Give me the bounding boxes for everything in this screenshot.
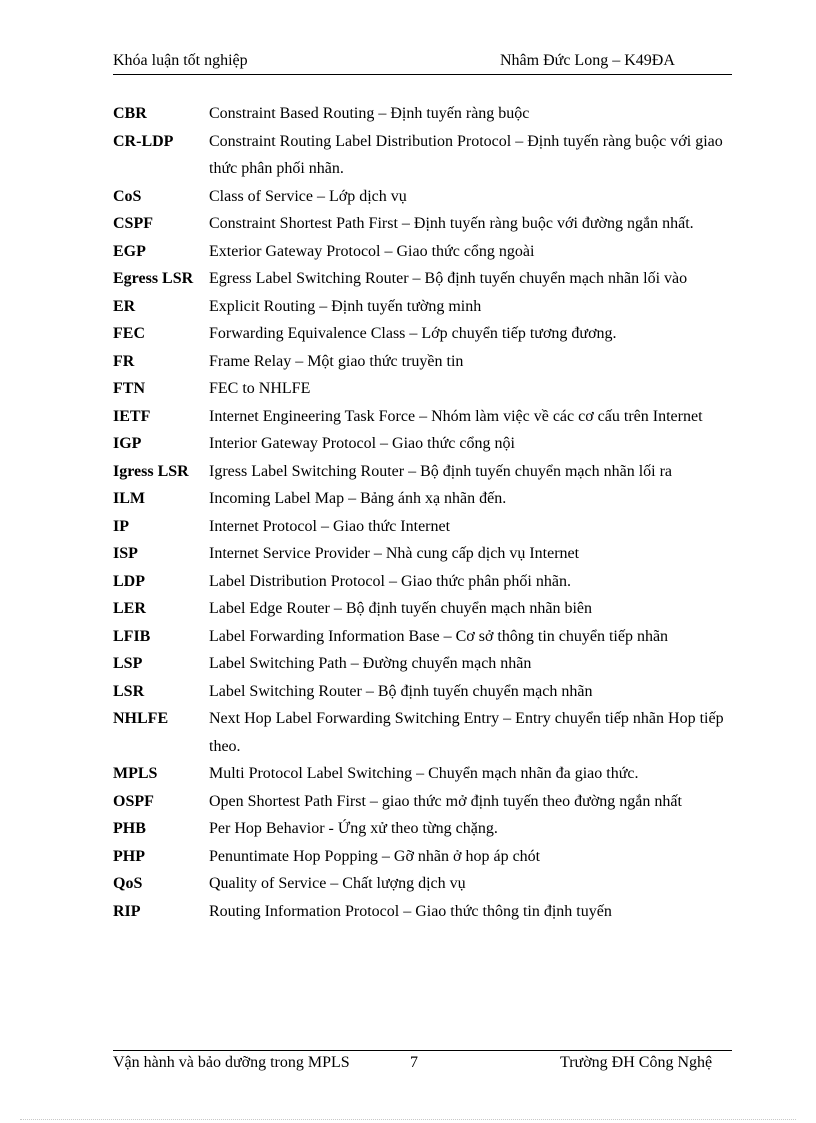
glossary-entry xyxy=(113,870,743,898)
glossary-term: PHB xyxy=(113,820,146,837)
glossary-entry xyxy=(113,128,743,183)
glossary-term: CoS xyxy=(113,187,142,205)
glossary-entry xyxy=(113,265,743,293)
glossary-term: IP xyxy=(113,517,129,535)
glossary-entry xyxy=(113,183,743,211)
glossary-term: LER xyxy=(113,600,146,617)
page-footer xyxy=(113,1050,732,1075)
glossary-definition: Egress Label Switching Router – Bộ định tuyến chuyển mạch nhãn lối vào xyxy=(209,270,688,287)
glossary-entry xyxy=(113,458,743,486)
glossary-entry xyxy=(113,705,743,760)
glossary-definition: Per Hop Behavior - Ứng xử theo từng chặng. xyxy=(209,820,498,837)
glossary-definition: Next Hop Label Forwarding Switching Entry – Entry chuyển tiếp nhãn Hop tiếp theo. xyxy=(209,710,724,755)
glossary-term: QoS xyxy=(113,875,143,892)
glossary-definition: Internet Protocol – Giao thức Internet xyxy=(209,517,451,535)
glossary-definition: Explicit Routing – Định tuyến tường minh xyxy=(209,297,482,315)
abbreviation-glossary xyxy=(113,100,743,925)
glossary-entry xyxy=(113,238,743,266)
glossary-definition: Label Switching Router – Bộ định tuyến chuyển mạch nhãn xyxy=(209,682,593,700)
glossary-term: FTN xyxy=(113,380,145,397)
glossary-definition: Constraint Based Routing – Định tuyến ràng buộc xyxy=(209,105,530,122)
glossary-definition: Label Forwarding Information Base – Cơ sở thông tin chuyển tiếp nhãn xyxy=(209,627,669,645)
page-bottom-divider xyxy=(20,1119,796,1120)
glossary-entry xyxy=(113,485,743,513)
glossary-definition: Multi Protocol Label Switching – Chuyển mạch nhãn đa giao thức. xyxy=(209,765,639,782)
glossary-entry xyxy=(113,210,743,238)
glossary-entry xyxy=(113,348,743,376)
glossary-entry xyxy=(113,320,743,348)
glossary-term: FR xyxy=(113,352,135,370)
footer-university: Trường ĐH Công Nghệ xyxy=(560,1054,713,1071)
glossary-entry xyxy=(113,513,743,541)
glossary-entry xyxy=(113,788,743,816)
glossary-definition: Frame Relay – Một giao thức truyền tin xyxy=(209,352,464,370)
glossary-term: PHP xyxy=(113,847,145,865)
glossary-term: CBR xyxy=(113,105,147,122)
glossary-term: OSPF xyxy=(113,792,154,810)
glossary-definition: Constraint Shortest Path First – Định tuyến ràng buộc với đường ngắn nhất. xyxy=(209,215,694,232)
glossary-term: CSPF xyxy=(113,215,153,232)
glossary-term: ER xyxy=(113,297,136,315)
glossary-term: ISP xyxy=(113,545,138,562)
glossary-definition: Forwarding Equivalence Class – Lớp chuyển tiếp tương đương. xyxy=(209,325,617,342)
page-number: 7 xyxy=(410,1054,418,1071)
glossary-term: LDP xyxy=(113,572,145,590)
glossary-term: RIP xyxy=(113,902,141,920)
glossary-definition: Routing Information Protocol – Giao thức thông tin định tuyến xyxy=(209,902,612,920)
glossary-term: CR-LDP xyxy=(113,132,174,150)
glossary-term: LSR xyxy=(113,682,145,700)
glossary-term: LSP xyxy=(113,655,143,672)
glossary-term: EGP xyxy=(113,242,146,260)
glossary-term: FEC xyxy=(113,325,145,342)
glossary-definition: Incoming Label Map – Bảng ánh xạ nhãn đến. xyxy=(209,490,507,507)
glossary-entry xyxy=(113,568,743,596)
glossary-definition: Label Distribution Protocol – Giao thức phân phối nhãn. xyxy=(209,572,571,590)
glossary-definition: Internet Engineering Task Force – Nhóm làm việc về các cơ cấu trên Internet xyxy=(209,407,703,425)
glossary-definition: Quality of Service – Chất lượng dịch vụ xyxy=(209,875,466,892)
page-header xyxy=(113,52,732,75)
glossary-entry xyxy=(113,678,743,706)
glossary-entry xyxy=(113,843,743,871)
glossary-term: Egress LSR xyxy=(113,270,194,287)
glossary-entry xyxy=(113,623,743,651)
glossary-entry xyxy=(113,540,743,568)
glossary-definition: Open Shortest Path First – giao thức mở định tuyến theo đường ngắn nhất xyxy=(209,792,682,810)
glossary-definition: Exterior Gateway Protocol – Giao thức cổng ngoài xyxy=(209,242,535,260)
footer-document-title: Vận hành và bảo dưỡng trong MPLS xyxy=(113,1054,350,1071)
glossary-entry xyxy=(113,898,743,926)
glossary-entry xyxy=(113,650,743,678)
glossary-term: LFIB xyxy=(113,627,151,645)
glossary-definition: Interior Gateway Protocol – Giao thức cổng nội xyxy=(209,435,515,452)
glossary-definition: Penuntimate Hop Popping – Gỡ nhãn ở hop áp chót xyxy=(209,847,541,865)
glossary-term: ILM xyxy=(113,490,145,507)
glossary-entry xyxy=(113,375,743,403)
glossary-definition: Label Edge Router – Bộ định tuyến chuyển mạch nhãn biên xyxy=(209,600,593,617)
glossary-definition: Class of Service – Lớp dịch vụ xyxy=(209,187,407,205)
glossary-term: NHLFE xyxy=(113,710,169,727)
glossary-entry xyxy=(113,100,743,128)
header-thesis-label: Khóa luận tốt nghiệp xyxy=(113,52,248,69)
glossary-term: MPLS xyxy=(113,765,158,782)
glossary-entry xyxy=(113,815,743,843)
glossary-definition: FEC to NHLFE xyxy=(209,380,311,397)
glossary-entry xyxy=(113,595,743,623)
glossary-definition: Constraint Routing Label Distribution Protocol – Định tuyến ràng buộc với giao thức phân phối nhãn. xyxy=(209,132,723,177)
glossary-definition: Internet Service Provider – Nhà cung cấp dịch vụ Internet xyxy=(209,545,580,562)
glossary-entry xyxy=(113,293,743,321)
glossary-definition: Igress Label Switching Router – Bộ định tuyến chuyển mạch nhãn lối ra xyxy=(209,462,673,480)
glossary-entry xyxy=(113,403,743,431)
glossary-term: IGP xyxy=(113,435,142,452)
glossary-entry xyxy=(113,430,743,458)
glossary-entry xyxy=(113,760,743,788)
glossary-definition: Label Switching Path – Đường chuyển mạch nhãn xyxy=(209,655,532,672)
glossary-term: Igress LSR xyxy=(113,462,189,480)
header-author: Nhâm Đức Long – K49ĐA xyxy=(500,52,675,69)
glossary-term: IETF xyxy=(113,407,151,425)
